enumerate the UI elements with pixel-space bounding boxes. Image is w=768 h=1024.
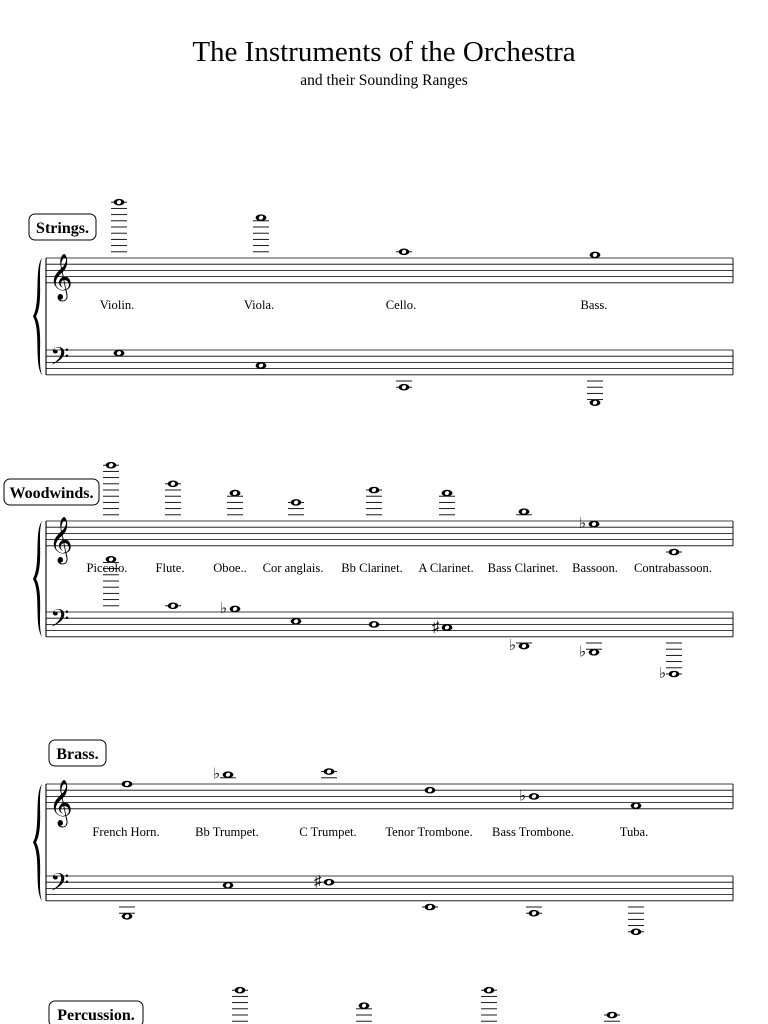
- low-note: [587, 381, 603, 406]
- percussion-note: [232, 987, 248, 1024]
- flat-icon: ♭: [519, 788, 527, 805]
- high-note: [481, 987, 497, 1024]
- high-note: [396, 249, 412, 256]
- high-note: [439, 490, 455, 515]
- flat-icon: ♭: [659, 666, 667, 682]
- treble-clef-icon: 𝄞: [49, 253, 73, 299]
- system-3: [33, 740, 733, 935]
- high-note: [425, 787, 436, 794]
- high-note: [516, 508, 532, 515]
- section-label-text: Percussion.: [57, 1007, 135, 1024]
- high-note: [103, 462, 119, 515]
- treble-clef-icon: 𝄞: [49, 516, 73, 562]
- instrument-name: Bassoon.: [572, 561, 618, 575]
- instrument-name: Bass Trombone.: [492, 825, 574, 839]
- instrument-name: Flute.: [155, 561, 185, 575]
- bass-staff: [46, 876, 733, 901]
- low-note: [223, 882, 234, 889]
- instrument-range: [572, 516, 618, 660]
- flat-icon: ♭: [509, 638, 517, 655]
- instrument-name: French Horn.: [92, 825, 160, 839]
- high-note: [111, 199, 127, 252]
- instrument-range: [418, 490, 473, 636]
- instrument-range: [213, 490, 247, 617]
- low-note: [119, 907, 135, 920]
- low-note: [659, 643, 682, 682]
- instrument-range: [244, 214, 274, 368]
- low-note: [526, 907, 542, 917]
- high-note: [519, 788, 539, 804]
- instrument-name: Tuba.: [619, 825, 649, 839]
- high-note: [366, 487, 382, 515]
- flat-icon: ♭: [579, 516, 587, 533]
- instrument-range: [488, 508, 559, 654]
- brace-icon: [33, 258, 42, 375]
- treble-clef-icon: 𝄞: [49, 779, 73, 825]
- sharp-icon: ♯: [314, 874, 322, 891]
- bass-clef-icon: 𝄢: [50, 869, 70, 903]
- high-note: [253, 214, 269, 251]
- high-note: [590, 252, 601, 259]
- section-label: [29, 214, 96, 240]
- high-note: [321, 768, 337, 778]
- treble-staff: [46, 784, 733, 809]
- instrument-range: [195, 767, 259, 889]
- system-1: [29, 199, 733, 406]
- treble-staff: [46, 521, 733, 546]
- section-label-text: Strings.: [36, 220, 89, 237]
- flat-icon: ♭: [220, 600, 228, 617]
- instrument-name: A Clarinet.: [418, 561, 474, 575]
- instrument-range: [385, 787, 472, 910]
- instrument-name: Tenor Trombone.: [385, 825, 473, 839]
- instrument-name: Bb Clarinet.: [341, 561, 403, 575]
- instrument-name: Violin.: [99, 298, 135, 312]
- sharp-icon: ♯: [432, 619, 440, 636]
- low-note: [114, 350, 125, 357]
- instrument-range: [634, 549, 712, 682]
- brace-icon: [33, 784, 42, 901]
- low-note: [291, 618, 302, 625]
- instrument-range: [386, 249, 416, 391]
- percussion-note: [604, 1012, 620, 1024]
- system-4: [33, 987, 733, 1024]
- high-note: [213, 767, 236, 783]
- high-note: [122, 781, 133, 788]
- instrument-range: [492, 788, 574, 916]
- page-subtitle: and their Sounding Ranges: [300, 72, 468, 89]
- high-note: [232, 987, 248, 1024]
- section-label: [49, 1001, 143, 1024]
- instrument-range: [92, 781, 159, 920]
- instrument-range: [263, 499, 324, 624]
- bass-staff: [46, 612, 733, 637]
- instrument-name: Bass Clarinet.: [487, 561, 559, 575]
- low-note: [369, 621, 380, 628]
- low-note: [422, 904, 438, 911]
- instrument-range: [581, 252, 608, 406]
- bass-staff: [46, 350, 733, 375]
- low-note: [256, 362, 267, 369]
- percussion-note: [356, 1002, 372, 1024]
- bass-clef-icon: 𝄢: [50, 605, 70, 639]
- instrument-range: [620, 802, 649, 935]
- high-note: [631, 802, 642, 809]
- instrument-name: Contrabassoon.: [633, 561, 713, 575]
- low-note: [220, 601, 240, 617]
- instrument-name: Viola.: [243, 298, 275, 312]
- flat-icon: ♭: [579, 644, 587, 661]
- section-label-text: Woodwinds.: [9, 485, 94, 502]
- bass-clef-icon: 𝄢: [50, 343, 70, 377]
- system-2: [4, 462, 733, 682]
- instrument-name: Cor anglais.: [262, 561, 324, 575]
- high-note: [666, 549, 682, 556]
- low-note: [396, 381, 412, 391]
- high-note: [227, 490, 243, 515]
- high-note: [165, 481, 181, 515]
- low-note: [165, 603, 181, 610]
- section-label: [4, 479, 99, 505]
- instrument-range: [100, 199, 135, 357]
- instrument-name: Piccolo.: [86, 561, 128, 575]
- instrument-name: Bb Trumpet.: [195, 825, 259, 839]
- high-note: [288, 499, 304, 515]
- instrument-name: Oboe..: [213, 561, 247, 575]
- low-note: [314, 874, 334, 890]
- section-label: [49, 740, 106, 766]
- flat-icon: ♭: [213, 766, 221, 783]
- brace-icon: [33, 521, 42, 637]
- percussion-note: [481, 987, 497, 1024]
- low-note: [432, 620, 452, 636]
- high-note: [356, 1002, 372, 1024]
- treble-staff: [46, 258, 733, 283]
- low-note: [579, 643, 602, 660]
- low-note: [628, 907, 644, 935]
- section-label-text: Brass.: [56, 746, 99, 763]
- instrument-name: C Trumpet.: [299, 825, 357, 839]
- instrument-range: [155, 481, 184, 610]
- high-note: [579, 516, 599, 532]
- low-note: [509, 638, 532, 654]
- instrument-range: [341, 487, 403, 628]
- instrument-name: Bass.: [580, 298, 608, 312]
- instrument-name: Cello.: [385, 298, 417, 312]
- page-title: The Instruments of the Orchestra: [192, 36, 576, 68]
- high-note: [604, 1012, 620, 1024]
- instrument-range: [299, 768, 356, 890]
